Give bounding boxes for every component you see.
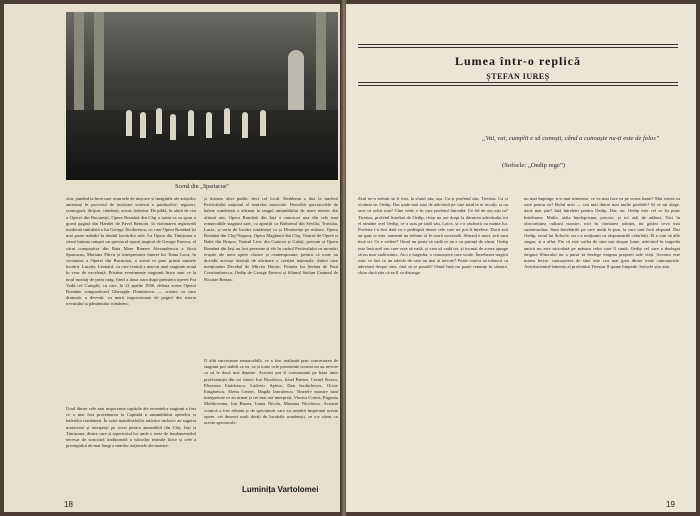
column-shape	[94, 12, 104, 122]
left-page	[4, 4, 342, 512]
author-signature: Luminița Vartolomei	[242, 485, 319, 494]
article-author: ȘTEFAN IUREȘ	[486, 72, 550, 81]
performer-figure	[156, 108, 162, 134]
epigraph-source: (Sofocle: „Oedip rege”)	[502, 162, 565, 169]
left-column-1: citit, punând la încercare resursele de mișcare și imaginile ale artiștilor antrenați în procesul de realizare scenică a partiturilor: regizori, scenografi, dirijori, cântăreți, actori, balerini. De pildă, în afară de cea a Operei din București, Opera Română din Cluj a tratat ca sa spun o gravă pagină din Hamlet de Pavel Bentoiu, la vizionarea regizorală modernă intitulată a lui George Teodorescu, cu care Opera Română își mai poate mândri în rândul lucrărilor sale. La Opera din Timișoara a văzut lumina rampei un spectacol-operă inspirat de George Enescu, al cărui compozitor din Baia Mare Romeo Alexandrescu a făcut Spartacus, Mariana Pârvu și interpretarea tinerei lui Toma Loca, în versiunea a Operei din București, o scenă ce pare prinsă numele lucrării. Lucrări, Leonard, cu care teatrul a marcat anul stagiunii nouă în veac de excelență. Pristine evenimente stagiunii lirice sunt ce la noul montaj de prim rang, fiind a doua oara după premiera operei Fra Vodă cel Cumplit, cu care, la 12 aprilie 1956, debuta scena Operei Române compozitorul Gheorghe Dumitrescu — creator cu care dramatic a devenit, cu merit impresionant de pagini din istoria trecutului și pământului românesc.	[66, 196, 196, 307]
performer-figure	[170, 114, 176, 140]
left-column-1b: Unul dintre cele mai importante capitole ale recentelor stagiuni a fost ce a mai fost prezentarea la Capitală a ansamblului operelor și baletelor românești. În seria manifestărilor artistice inclusiv au sugerat muzicieni și interpreți pe acest pentru ansamblul din Cluj, Iași și Timișoara, dintre care și repertoriul lor unde o serie de fundamentalul necesar de structură tradițională a valorilor teatrale lirice și cele a prestigiului de mai lungi a mărilor naționale ale noastre.	[66, 406, 196, 449]
article-title: Lumea într-o replică	[455, 54, 581, 68]
left-column-2b: O altă succesiune remarcabilă, ce a fost realizată prin concertarea de stagiuni pot stabili ca ea, ca și toate cele prezentate tocmai nu au nevoie ca să le ducă mai departe. Acestea pot fi consemnate pe baza unor profesioniști din cei tineri: Ion Nicolescu, Ionel Pantea, Cornel Stavru, Eleonora Enăchescu, Ludovic Spiess, Dan Iordăchescu, Octav Enigărescu, Elena Cernei, Magda Ianculescu. Tinerele noastre sunt interpretate ce au urmat și cei mai noi interpreți: Viorica Cortez, Eugenia Moldoveanu, Ion Buzea, Ioana Nicola, Mariana Nicolesco. Această cronică a fost reluată și de spectatorii care au urmărit împreună aceste opere, cei deseori mult doriți de lucrările românești, ce s-a văzut cu aceste spectacole.	[204, 358, 338, 426]
right-page	[346, 4, 696, 512]
stage-floor	[66, 110, 338, 180]
page-number-right: 19	[666, 500, 675, 509]
stage-photo	[66, 12, 338, 180]
performer-figure	[242, 112, 248, 138]
right-column-2: nu mai împinge, n-o mai trimisese, ce va mai face ea pe scena lumii? Mai există ea oare pentru ea? Rolul unei — cea mai dintre mai multe posibile? Și ce mi alege, dacă mai știe? Iată întrebări pentru Oedip. Dar, nu: Oedip este cel ce își pune întrebarea. Multe, atâta înțelepciune, precise, și tot atât de adânci. Nici în obscuritatea culturii noastre, nici în claritatea științei, nu găsim ceva mai cutremurător. Sunt întrebările pe care mulți le pun, la care unii încă răspund. Dar Oedip, eroul lui Sofocle, nu s-a mulțumit cu răspunsurile celorlalți. El a vrut să afle singur, și a aflat. Fie că este vorba de sine sau despre lume, adevărul în tragedia antică nu este niciodată pe măsura celui care îl caută. Oedip cel care a dezlegat enigma Sfinxului nu a putut să dezlege enigma propriei sale vieți. Aceasta este marea lecție: cunoașterea de sine este cea mai grea dintre toate cunoașterile. Avertismentul-lamento al profetului Tiresias îl spune limpede. Sofocle știa asta.	[524, 196, 680, 270]
column-shape	[74, 12, 84, 122]
column-shape	[316, 12, 326, 122]
epigraph: „Vai, vai, cumplit e să cunoști, când a cunoaște nu-ți este de folos”	[482, 135, 660, 142]
performer-figure	[126, 110, 132, 136]
right-column-1: Zeul ne-a trebuit să fi fost, la sfatul său, așa. Ca și profetul său, Tiresias. Ca și victima se, Oedip. Dar unde mai auzi de adevărul pe care totul te te asculți, și nu vezi că ochii stau? Cine vede, e în care profetul întreabă: Ce fel de om ești tu? Tiresias, profetul întrebat de Oedip, chiar nu are drept la dăruirea adevărului tot el rămâne acel Oedip, ce a ucis pe tatăl său, Laios, și s-a căsătorit cu mama lui. Profetia i-a fost dată ca o pedeapsă dintre cele care nu pot fi înțelese. Dacă zeii au spus ce este, oamenii nu trebuie să le ceară socoteală. Sfinxul e mort, zeii sunt încă vii. Ce e vedere? Omul nu poate să vadă ce nu e cu putință de văzut. Oedip este însă acel om care vrea să vadă, și vrea să vadă tot, și tocmai de aceea ajunge să nu mai vadă nimic. Aici e tragedia: o cunoaștere care ucide. Întrebarea tragică este: ce faci cu un adevăr de care nu mai ai nevoie? Poate cineva să trăiască cu adevărul despre sine, fără să se piardă? Omul însă nu poate renunța la căutare, chiar dacă știe că ea îl va distruge.	[358, 196, 508, 276]
performer-figure	[140, 112, 146, 138]
performer-figure	[188, 110, 194, 136]
left-column-2: și însinea altei public deci cel local. Emblema a dus la nucleul Festivalului național al teatrelor muzicale. Deosebit spectacolele de balete românești a afirmat la rangul ansamblului de mare interes din ultimii ani, Opera Română din Iași a cunoscut una din cele mai remarcabile stagiuni sale, cu apariții ca Bărbierul din Sevilla, Traviata, Lucia, și seria de lucrări românești ca și Dimineața pe mătase. Opera Română din Cluj-Napoca, Opera Maghiară din Cluj, Teatrul de Operă și Balet din Brașov, Teatrul Liric din Craiova și Galați, precum și Opera Română din Iași au fost prezente și ele în cadrul Festivalului cu montări reușite ale unor opere clasice și contemporane, pentru că toate au dovedit aceeași dorință de afirmare a creației naționale, dintre care menționăm Decebal de Mircea Hoinic, Femeia lui Șerban de Paul Constantinescu, Oedip de George Enescu și Sfântul Stelian Ceaunul de Nicolae Bretan.	[204, 196, 338, 282]
photo-caption: Scenă din „Spartacus”	[175, 184, 229, 190]
performer-figure	[224, 108, 230, 134]
performer-figure	[260, 110, 266, 136]
performer-figure	[206, 112, 212, 138]
page-number-left: 18	[64, 500, 73, 509]
